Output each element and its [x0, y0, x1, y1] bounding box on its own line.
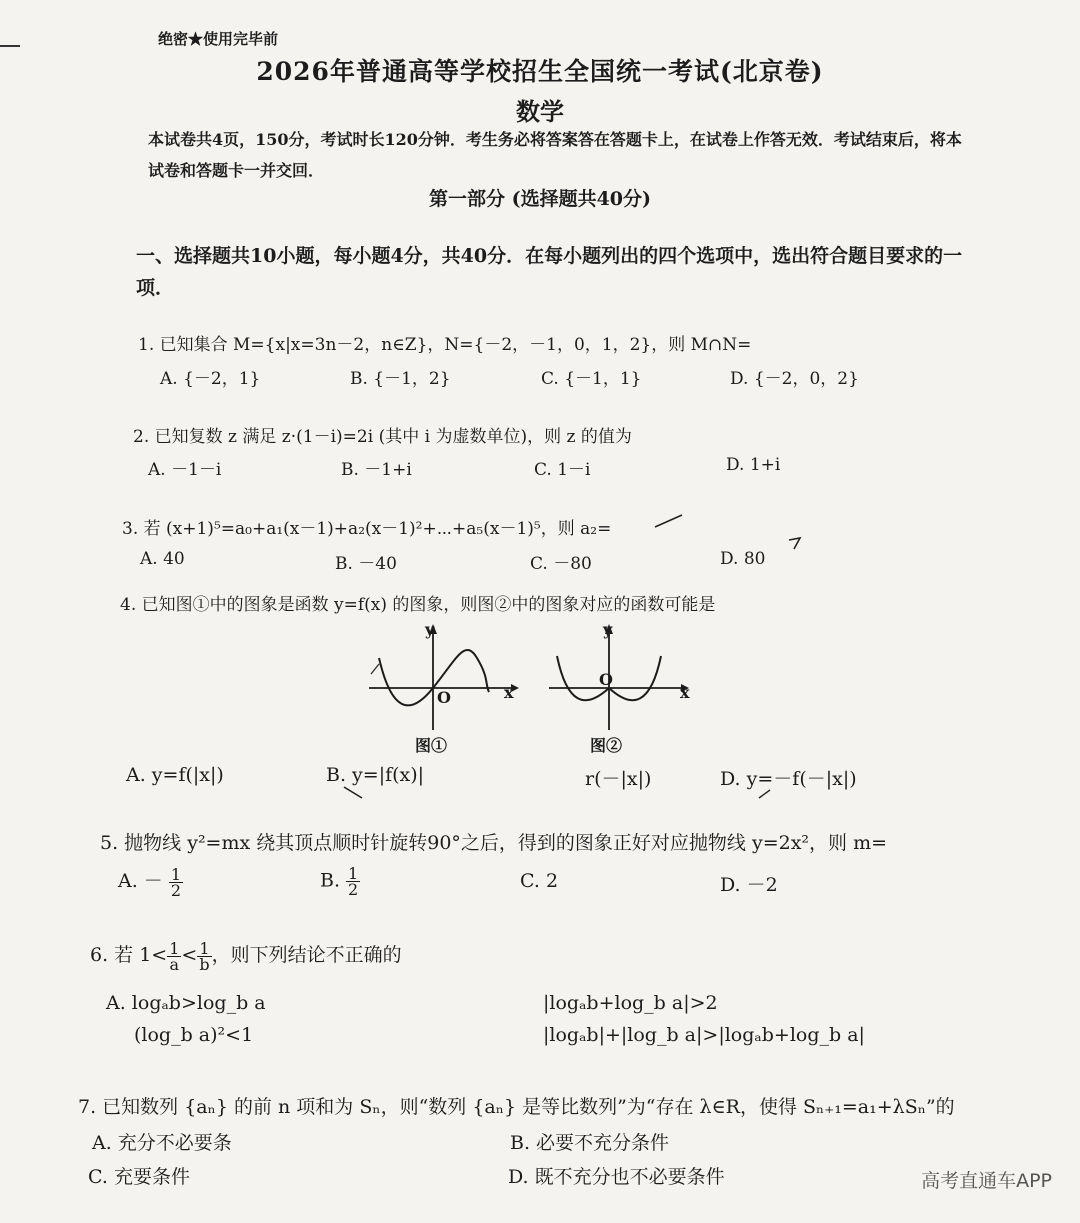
question-3-option-d: D. 80 — [720, 549, 766, 569]
question-7-option-c: C. 充要条件 — [88, 1166, 190, 1188]
secret-label: 绝密★使用完毕前 — [158, 30, 279, 48]
fraction-one-half: $\frac{1}{2}$ — [170, 864, 182, 900]
question-2-stem: 2. 已知复数 z 满足 z·(1－i)=2i (其中 i 为虚数单位)，则 z 的值为 — [133, 427, 632, 447]
question-1-option-a: A. {－2，1} — [160, 369, 261, 389]
exam-title: 2026年普通高等学校招生全国统一考试(北京卷) — [256, 57, 824, 86]
corner-mark — [0, 45, 20, 47]
section-intro: 一、选择题共10小题，每小题4分，共40分．在每小题列出的四个选项中，选出符合题目要求的一项． — [136, 245, 963, 299]
question-4-option-c: r(－|x|) — [585, 768, 652, 790]
question-7-option-d: D. 既不充分也不必要条件 — [508, 1166, 725, 1188]
question-2-option-d: D. 1+i — [726, 455, 781, 475]
question-7-option-a: A. 充分不必要条 — [92, 1132, 232, 1154]
figure-1-x-label: x — [504, 683, 514, 702]
exam-notice: 本试卷共4页，150分，考试时长120分钟．考生务必将答案答在答题卡上，在试卷上作答无效．考试结束后，将本试卷和答题卡一并交回． — [148, 130, 962, 180]
pen-mark — [756, 786, 776, 802]
question-4-stem: 4. 已知图①中的图象是函数 y=f(x) 的图象，则图②中的图象对应的函数可能是 — [120, 595, 716, 615]
figure-2-origin-label: O — [599, 670, 613, 689]
question-1-stem: 1. 已知集合 M={x|x=3n－2，n∈Z}，N={－2，－1，0，1，2}，则 M∩N= — [138, 335, 752, 355]
question-3-option-c: C. －80 — [530, 554, 592, 574]
question-5-option-c: C. 2 — [520, 870, 559, 892]
part-title: 第一部分 (选择题共40分) — [428, 188, 652, 210]
fraction-one-over-b: $\frac{1}{b}$ — [199, 938, 210, 974]
question-6-stem: 6. 若 1< $\frac{1}{a}$ < $\frac{1}{b}$ ，则下列结论不正确的 — [90, 938, 402, 974]
question-4-option-a: A. y=f(|x|) — [126, 764, 224, 786]
fraction-one-over-a: $\frac{1}{a}$ — [169, 938, 180, 974]
question-7-stem: 7. 已知数列 {aₙ} 的前 n 项和为 Sₙ，则“数列 {aₙ} 是等比数列”为“存在 λ∈R，使得 Sₙ₊₁=a₁+λSₙ”的 — [78, 1096, 955, 1118]
figure-1-graph — [365, 618, 525, 738]
pen-mark — [650, 505, 690, 535]
question-2-option-a: A. －1－i — [148, 460, 222, 480]
question-5-option-a-prefix: A. － — [118, 870, 163, 892]
figure-2-x-label: x — [680, 683, 690, 702]
question-3-stem: 3. 若 (x+1)⁵=a₀+a₁(x－1)+a₂(x－1)²+⋯+a₅(x－1)⁵，则 a₂= — [122, 519, 612, 539]
question-2-option-c: C. 1－i — [534, 460, 591, 480]
figure-2-graph — [545, 618, 705, 738]
figure-2-y-label: y — [603, 620, 613, 639]
figure-2-caption: 图② — [590, 736, 623, 755]
question-6-option-a: A. logₐb>log_b a — [106, 992, 266, 1014]
question-7-option-b: B. 必要不充分条件 — [510, 1132, 670, 1154]
exam-subject: 数学 — [516, 97, 564, 126]
question-1-option-b: B. {－1，2} — [350, 369, 451, 389]
question-2-option-b: B. －1+i — [341, 460, 412, 480]
question-4-option-d: D. y=－f(－|x|) — [720, 768, 857, 790]
question-1-option-c: C. {－1，1} — [541, 369, 642, 389]
question-5-option-b-prefix: B. — [320, 869, 347, 892]
question-4-option-b: B. y=|f(x)| — [326, 764, 425, 786]
figure-1-y-label: y — [425, 620, 435, 639]
question-5-option-b — [320, 866, 360, 897]
question-3-option-a: A. 40 — [140, 549, 185, 569]
question-6-option-d: |logₐb|+|log_b a|>|logₐb+log_b a| — [543, 1024, 865, 1046]
pen-mark — [340, 783, 370, 803]
question-6-option-c: (log_b a)²<1 — [134, 1024, 254, 1046]
question-6-option-b: |logₐb+log_b a|>2 — [543, 992, 718, 1014]
pen-mark — [785, 534, 805, 554]
question-3-option-b: B. －40 — [335, 554, 397, 574]
app-watermark: 高考直通车APP — [921, 1170, 1052, 1192]
figure-1-caption: 图① — [415, 736, 448, 755]
question-5-option-a — [118, 866, 183, 898]
figure-1-origin-label: O — [437, 688, 451, 707]
question-5-stem: 5. 抛物线 y²=mx 绕其顶点顺时针旋转90°之后，得到的图象正好对应抛物线 y=2x²，则 m= — [100, 832, 888, 854]
fraction-one-half: $\frac{1}{2}$ — [348, 864, 359, 899]
question-1-option-d: D. {－2，0，2} — [730, 369, 859, 389]
question-5-option-d: D. －2 — [720, 874, 778, 896]
